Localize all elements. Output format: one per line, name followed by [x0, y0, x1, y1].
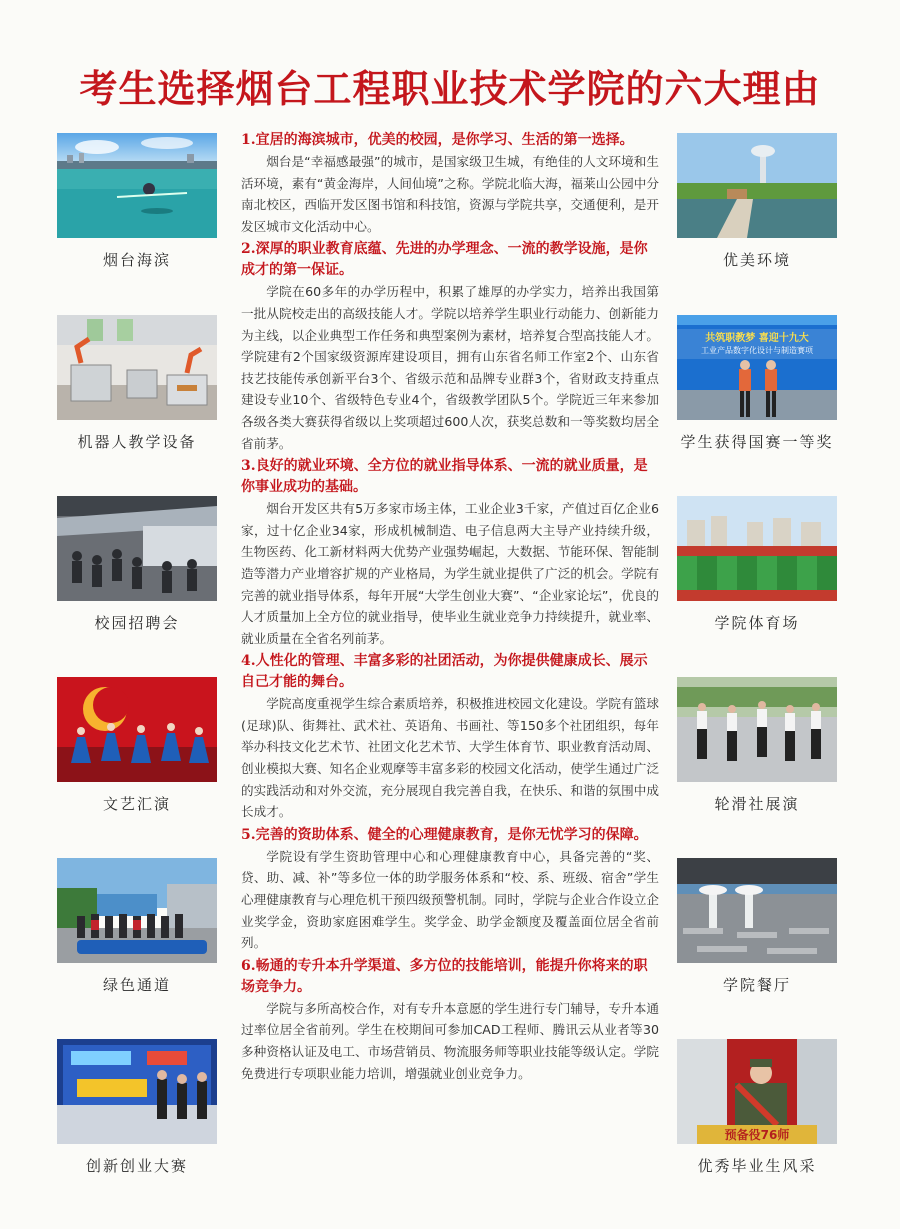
canteen-photo: [677, 858, 837, 963]
section-body: 学院在60多年的办学历程中，积累了雄厚的办学实力，培养出我国第一批从院校走出的高级技能人才。学院以培养学生职业行动能力、创新能力为主线，以企业典型工作任务和典型案例为素材，培养复合型高技能人才。学院建有2个国家级资源库建设项目，拥有山东省名师工作室2个、山东省技艺技能传承创新平台3个、省级示范和品牌专业群3个，省财政支持重点建设专业10个、省级特色专业4个，省级教学团队5个。学院近三年来参加各级各类大赛获得省级以上奖项超过600人次，获奖总数和一等奖数均居全省前茅。: [241, 284, 659, 451]
stadium-photo: [677, 496, 837, 601]
section-6: [241, 956, 659, 1084]
photo-caption: 校园招聘会: [94, 614, 180, 632]
photo-caption: 烟台海滨: [102, 251, 171, 269]
section-3: [241, 456, 659, 649]
section-1: [241, 130, 659, 237]
section-4: [241, 651, 659, 823]
photo-item: [57, 496, 217, 633]
photo-item: [57, 133, 217, 270]
competition-photo: [57, 1039, 217, 1144]
section-body: 烟台是“幸福感最强”的城市，是国家级卫生城，有绝佳的人文环境和生活环境，素有“黄金海岸，人间仙境”之称。学院北临大海，福莱山公园中分南北校区，西临开发区图书馆和科技馆，资源与学院共享，交通便利，是开发区城市文化活动中心。: [241, 154, 659, 234]
graduate-photo: [677, 1039, 837, 1144]
photo-item: [677, 496, 837, 633]
photo-caption: 学院餐厅: [722, 976, 791, 994]
section-title: 4.人性化的管理、丰富多彩的社团活动，为你提供健康成长、展示自己才能的舞台。: [241, 653, 648, 691]
section-title: 3.良好的就业环境、全方位的就业指导体系、一流的就业质量，是你事业成功的基础。: [241, 458, 648, 496]
section-5: [241, 825, 659, 954]
award-banner-subtitle: 工业产品数字化设计与制造赛项: [701, 346, 813, 355]
roller-skating-photo: [677, 677, 837, 782]
section-body: 学院设有学生资助管理中心和心理健康教育中心，具备完善的“奖、贷、助、减、补”等多位一体的助学服务体系和“校、系、班级、宿舍”学生心理健康教育与心理危机干预四级预警机制。同时，学院与企业合作设立企业奖学金，资助家庭困难学生。奖学金、助学金额度及覆盖面位居全省前列。: [241, 848, 659, 951]
photo-item: [57, 1039, 217, 1176]
section-title: 6.畅通的专升本升学渠道、多方位的技能培训，能提升你将来的职场竞争力。: [241, 957, 648, 995]
seaside-photo: [57, 133, 217, 238]
section-title: 1.宜居的海滨城市，优美的校园，是你学习、生活的第一选择。: [241, 132, 634, 148]
section-body: 烟台开发区共有5万多家市场主体，工业企业3千家，产值过百亿企业6家，过十亿企业34家，形成机械制造、电子信息两大主导产业持续升级，生物医药、化工新材料两大优势产业强势崛起，大数据、节能环保、智能制造等潜力产业增容扩规的产业格局，为学生就业提供了广泛的机会。学院有完善的就业指导体系，每年开展“大学生创业大赛”、“企业家论坛”，优良的人才质量加上全方位的就业指导，使毕业生就业竞争力持续提升，就业率、就业质量在全省名列前茅。: [241, 501, 659, 646]
photo-item: [677, 1039, 837, 1176]
photo-caption: 学生获得国赛一等奖: [680, 433, 834, 451]
graduate-banner: 预备役76师: [724, 1128, 790, 1142]
photo-caption: 文艺汇演: [102, 795, 171, 813]
section-body: 学院与多所高校合作，对有专升本意愿的学生进行专门辅导，专升本通过率位居全省前列。学生在校期间可参加CAD工程师、腾讯云从业者等30多种资格认证及电工、市场营销员、物流服务师等职业技能等级认定。学院免费进行专项职业能力培训，增强就业创业竞争力。: [241, 1000, 659, 1081]
award-banner-title: 共筑职教梦 喜迎十九大: [705, 333, 809, 344]
green-channel-photo: [57, 858, 217, 963]
environment-photo: [677, 133, 837, 238]
photo-item: [57, 677, 217, 814]
job-fair-photo: [57, 496, 217, 601]
photo-caption: 机器人教学设备: [77, 433, 197, 451]
photo-caption: 创新创业大赛: [85, 1157, 188, 1175]
photo-caption: 优美环境: [722, 251, 791, 269]
performance-photo: [57, 677, 217, 782]
photo-item: [677, 133, 837, 270]
photo-item: [677, 677, 837, 814]
main-content: [241, 130, 659, 1086]
photo-item: [677, 858, 837, 995]
photo-item: [677, 315, 837, 452]
section-title: 2.深厚的职业教育底蕴、先进的办学理念、一流的教学设施，是你成才的第一保证。: [241, 241, 648, 279]
photo-item: [57, 858, 217, 995]
section-2: [241, 239, 659, 454]
photo-caption: 绿色通道: [102, 976, 171, 994]
page-title: 考生选择烟台工程职业技术学院的六大理由: [79, 67, 821, 111]
photo-caption: 学院体育场: [714, 614, 800, 632]
photo-caption: 轮滑社展演: [714, 795, 800, 813]
section-body: 学院高度重视学生综合素质培养，积极推进校园文化建设。学院有篮球(足球)队、街舞社、武术社、英语角、书画社、等150多个社团组织，每年举办科技文化艺术节、社团文化艺术节、大学生体育节、职业教育活动周、创业模拟大赛、知名企业观摩等丰富多彩的校园文化活动，使学生通过广泛的实践活动和对外交流，充分展现自我完善自我，在快乐、和谐的氛围中成长成才。: [241, 696, 659, 820]
award-photo: [677, 315, 837, 420]
photo-caption: 优秀毕业生风采: [697, 1157, 817, 1175]
photo-item: [57, 315, 217, 452]
robot-lab-photo: [57, 315, 217, 420]
section-title: 5.完善的资助体系、健全的心理健康教育，是你无忧学习的保障。: [241, 826, 648, 843]
